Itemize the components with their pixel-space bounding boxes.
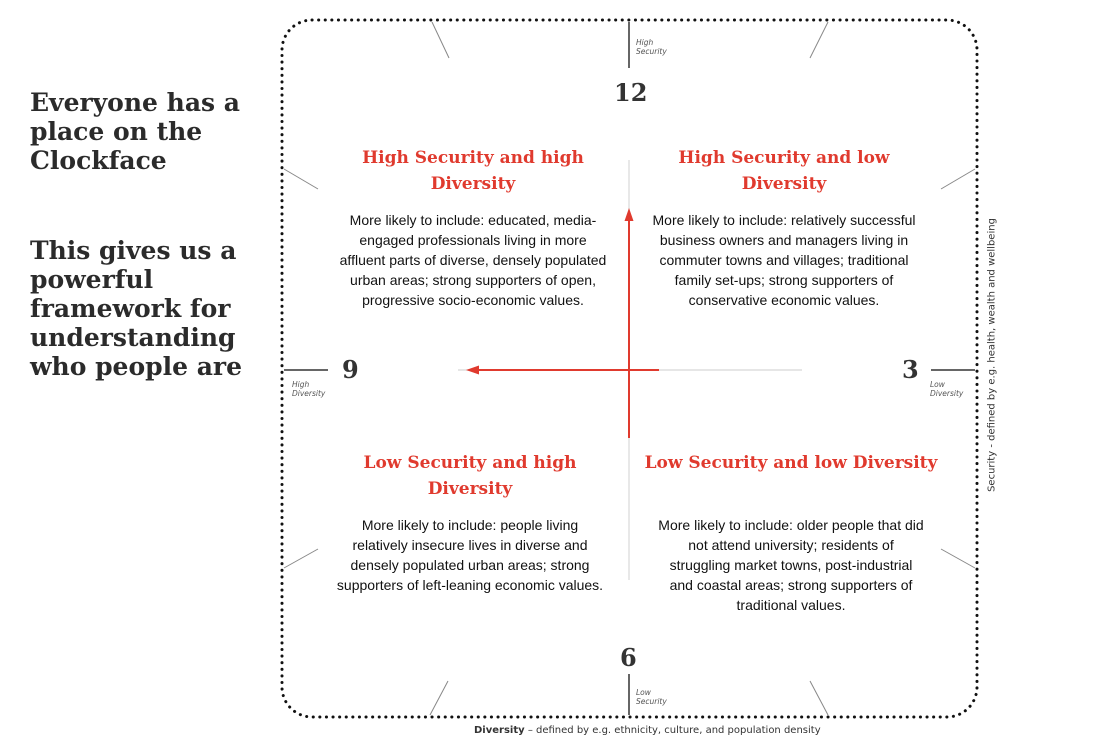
- diversity-axis-label: [474, 725, 821, 736]
- heading-everyone-has-a-place: Everyone has a place on the Clockface: [30, 88, 240, 175]
- tick-7: [430, 681, 448, 715]
- quadrant-bottom-left-body: More likely to include: people living relatively insecure lives in diverse and densely populated urban areas; strong supporters of left-leaning economic values.: [336, 517, 604, 593]
- diversity-axis-label-bold: Diversity: [474, 725, 525, 736]
- label-low-diversity-line1: Low: [930, 380, 945, 389]
- quadrant-top-left-body: More likely to include: educated, media-engaged professionals living in more affluent parts of diverse, densely populated urban areas; strong supporters of open, progressive socio-economic values.: [339, 212, 607, 308]
- clock-number-6: 6: [620, 643, 637, 672]
- tick-10: [284, 169, 318, 189]
- clock-number-12: 12: [614, 78, 648, 107]
- label-low-diversity-line2: Diversity: [930, 389, 964, 398]
- quadrant-bottom-right-body: More likely to include: older people that did not attend university; residents of struggling market towns, post-industrial and coastal areas; strong supporters of traditional values.: [658, 517, 924, 613]
- tick-1: [810, 22, 828, 58]
- security-axis-label: Security - defined by e.g. health, wealth and wellbeing: [986, 218, 998, 492]
- quadrant-top-left-title: High Security and high Diversity: [362, 148, 584, 194]
- quadrant-bottom-left-title: Low Security and high Diversity: [363, 453, 577, 499]
- tick-8: [284, 549, 318, 568]
- label-high-security: [636, 38, 667, 56]
- label-low-security-line2: Security: [636, 697, 667, 706]
- heading-powerful-framework: This gives us a powerful framework for understanding who people are: [30, 236, 242, 381]
- label-low-security-line1: Low: [636, 688, 651, 697]
- label-high-security-line2: Security: [636, 47, 667, 56]
- quadrant-bottom-right-title: Low Security and low Diversity: [644, 453, 938, 473]
- quadrant-top-right-title: High Security and low Diversity: [678, 148, 890, 194]
- clock-number-9: 9: [342, 355, 359, 384]
- label-high-security-line1: High: [636, 38, 654, 47]
- label-low-diversity: [930, 380, 963, 398]
- label-high-diversity: [292, 380, 325, 398]
- tick-11: [432, 22, 449, 58]
- quadrant-top-right-body: More likely to include: relatively successful business owners and managers living in commuter towns and villages; traditional family set-ups; strong supporters of conservative economic values.: [652, 212, 916, 308]
- tick-4: [941, 549, 975, 568]
- clock-number-3: 3: [902, 355, 919, 384]
- label-high-diversity-line2: Diversity: [292, 389, 326, 398]
- tick-2: [941, 169, 975, 189]
- security-arrow-head: [625, 208, 634, 221]
- diversity-arrow-head: [466, 366, 479, 375]
- tick-5: [810, 681, 828, 715]
- label-high-diversity-line1: High: [292, 380, 310, 389]
- diversity-axis-label-rest: – defined by e.g. ethnicity, culture, and population density: [524, 725, 821, 736]
- label-low-security: [636, 688, 667, 706]
